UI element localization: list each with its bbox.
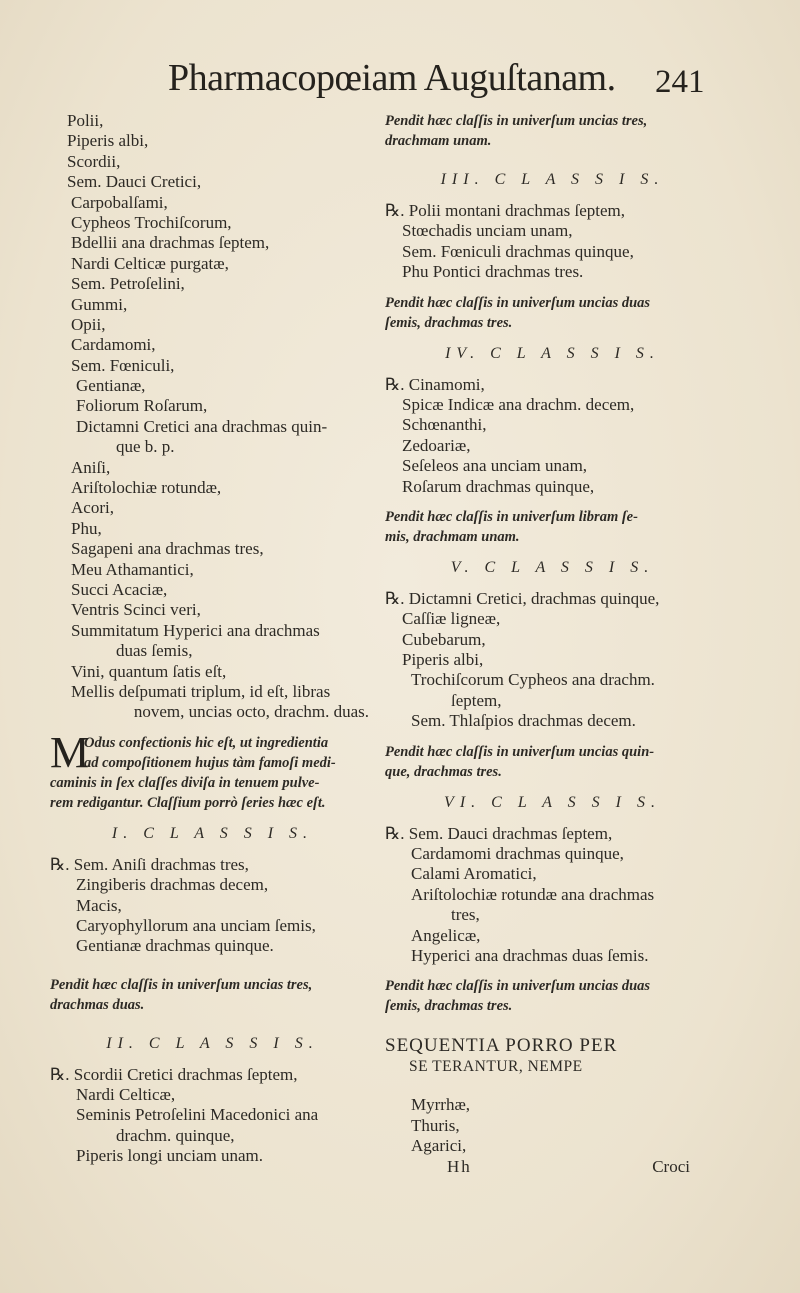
modus-line: caminis in ſex claſſes diviſa in tenuem pulve-: [50, 774, 320, 791]
pendit-line: drachmas duas.: [50, 996, 145, 1013]
sequentia-line: SE TERANTUR, NEMPE: [409, 1058, 583, 1076]
ingredient-line: Aniſi,: [71, 457, 111, 477]
recipe-line: tres,: [451, 905, 480, 925]
ingredient-line: novem, uncias octo, drachm. duas.: [133, 702, 369, 722]
ingredient-line: Scordii,: [67, 151, 121, 171]
recipe-line: Phu Pontici drachmas tres.: [402, 262, 584, 282]
recipe-line: Sem. Fœniculi drachmas quinque,: [402, 241, 634, 261]
classis-heading: IV. C L A S S I S.: [445, 344, 660, 362]
pendit-line: drachmam unam.: [385, 133, 492, 149]
ingredient-line: Acori,: [71, 498, 114, 518]
left-column: [50, 111, 375, 1167]
classis-heading: I. C L A S S I S.: [111, 824, 314, 842]
pendit-line: Pendit hæc claſſis in univerſum uncias quin-: [385, 743, 655, 760]
ingredient-line: Carpobalſami,: [71, 192, 168, 212]
recipe-line: Trochiſcorum Cypheos ana drachm.: [411, 670, 655, 690]
recipe-line: Ariſtolochiæ rotundæ ana drachmas: [411, 884, 655, 904]
classis-heading: VI. C L A S S I S.: [444, 793, 661, 811]
catchword: Croci: [652, 1156, 690, 1176]
classis-3-list: [385, 201, 720, 283]
page-number: 241: [655, 64, 705, 100]
recipe-line: Caſſiæ ligneæ,: [402, 609, 501, 629]
recipe-line: Stœchadis unciam unam,: [402, 221, 573, 241]
ingredient-line: Mellis deſpumati triplum, id eſt, libras: [71, 681, 331, 701]
page-footer: [385, 1157, 720, 1181]
ingredient-line: Piperis albi,: [67, 131, 149, 151]
recipe-line: ſeptem,: [451, 690, 502, 710]
ingredient-line: Cardamomi,: [71, 335, 156, 355]
recipe-line: Schœnanthi,: [402, 415, 487, 435]
signature-mark: Hh: [447, 1156, 472, 1176]
classis-1-list: [50, 855, 375, 957]
sequentia-line: SEQUENTIA PORRO PER: [385, 1035, 618, 1057]
recipe-line: Seſeleos ana unciam unam,: [402, 456, 588, 476]
modus-paragraph: [50, 727, 375, 813]
recipe-line: ℞. Cinamomi,: [385, 374, 485, 394]
recipe-line: Piperis longi unciam unam.: [76, 1146, 263, 1166]
pendit-line: Pendit hæc claſſis in univerſum libram ſe-: [385, 508, 638, 525]
ingredient-line: Ariſtolochiæ rotundæ,: [71, 478, 222, 498]
ingredient-line: Bdellii ana drachmas ſeptem,: [71, 233, 270, 253]
pendit-line: Pendit hæc claſſis in univerſum uncias duas: [385, 978, 651, 995]
recipe-line: Nardi Celticæ,: [76, 1085, 176, 1105]
ingredient-line: duas ſemis,: [116, 641, 193, 661]
recipe-line: ℞. Dictamni Cretici, drachmas quinque,: [385, 588, 660, 608]
recipe-line: Seminis Petroſelini Macedonici ana: [76, 1105, 319, 1125]
classis-2-list: [50, 1065, 375, 1167]
classis-heading: III. C L A S S I S.: [440, 171, 665, 188]
page-header: [0, 50, 800, 110]
sequentia-list: [385, 1095, 720, 1156]
ingredient-line: Succi Acaciæ,: [71, 579, 168, 599]
ingredient-line: Phu,: [71, 518, 102, 538]
recipe-line: ℞. Polii montani drachmas ſeptem,: [385, 201, 625, 220]
ingredient-list: [50, 111, 375, 723]
ingredient-line: Dictamni Cretici ana drachmas quin-: [76, 416, 328, 436]
ingredient-line: que b. p.: [116, 437, 175, 457]
ingredient-line: Ventris Scinci veri,: [71, 600, 201, 620]
recipe-line: Myrrhæ,: [411, 1095, 471, 1115]
modus-line: rem redigantur. Claſſium porrò ſeries hæc eſt.: [50, 794, 326, 811]
classis-5-list: [385, 589, 720, 732]
pendit-line: Pendit hæc claſſis in univerſum uncias tres,: [50, 976, 313, 993]
pendit-line: mis, drachmam unam.: [385, 528, 520, 545]
running-title: Pharmacopœiam Auguſtanam.: [168, 57, 616, 99]
pendit-line: ſemis, drachmas tres.: [385, 998, 513, 1015]
modus-line: Odus confectionis hic eſt, ut ingredientia: [84, 734, 329, 751]
recipe-line: Gentianæ drachmas quinque.: [76, 936, 274, 956]
pendit-line: ſemis, drachmas tres.: [385, 314, 513, 331]
ingredient-line: Gummi,: [71, 294, 128, 314]
recipe-line: ℞. Sem. Dauci drachmas ſeptem,: [385, 823, 613, 843]
recipe-line: Thuris,: [411, 1115, 460, 1135]
recipe-line: Calami Aromatici,: [411, 864, 537, 884]
ingredient-line: Nardi Celticæ purgatæ,: [71, 253, 229, 273]
ingredient-line: Summitatum Hyperici ana drachmas: [71, 620, 320, 640]
classis-heading: II. C L A S S I S.: [106, 1034, 319, 1052]
modus-line: ad compoſitionem hujus tàm famoſi medi-: [84, 754, 336, 771]
recipe-line: ℞. Sem. Aniſi drachmas tres,: [50, 854, 249, 874]
recipe-line: Sem. Thlaſpios drachmas decem.: [411, 711, 636, 731]
classis-heading: V. C L A S S I S.: [450, 558, 655, 576]
recipe-line: Cubebarum,: [402, 629, 486, 649]
recipe-line: Spicæ Indicæ ana drachm. decem,: [402, 394, 635, 414]
drop-cap-initial: M: [50, 727, 90, 777]
recipe-line: Roſarum drachmas quinque,: [402, 476, 595, 496]
ingredient-line: Sem. Petroſelini,: [71, 274, 185, 294]
recipe-line: Agarici,: [411, 1136, 467, 1156]
pendit-line: Pendit hæc claſſis in univerſum uncias tres,: [385, 113, 648, 129]
recipe-line: Zedoariæ,: [402, 435, 471, 455]
recipe-line: ℞. Scordii Cretici drachmas ſeptem,: [50, 1064, 298, 1084]
right-column: [385, 111, 720, 1181]
recipe-line: Cardamomi drachmas quinque,: [411, 844, 624, 864]
pendit-line: Pendit hæc claſſis in univerſum uncias duas: [385, 294, 651, 311]
recipe-line: Zingiberis drachmas decem,: [76, 875, 269, 895]
recipe-line: Macis,: [76, 895, 122, 915]
classis-6-list: [385, 824, 720, 967]
sequentia-heading: [385, 1034, 720, 1077]
classis-4-list: [385, 375, 720, 497]
recipe-line: Piperis albi,: [402, 650, 484, 670]
ingredient-line: Meu Athamantici,: [71, 559, 194, 579]
recipe-line: Angelicæ,: [411, 925, 481, 945]
ingredient-line: Polii,: [67, 111, 104, 130]
ingredient-line: Vini, quantum ſatis eſt,: [71, 661, 227, 681]
recipe-line: Hyperici ana drachmas duas ſemis.: [411, 945, 649, 965]
ingredient-line: Sem. Fœniculi,: [71, 355, 175, 375]
recipe-line: drachm. quinque,: [116, 1125, 235, 1145]
ingredient-line: Foliorum Roſarum,: [76, 396, 208, 416]
ingredient-line: Sagapeni ana drachmas tres,: [71, 539, 264, 559]
ingredient-line: Sem. Dauci Cretici,: [67, 172, 202, 192]
ingredient-line: Cypheos Trochiſcorum,: [71, 212, 232, 232]
ingredient-line: Opii,: [71, 314, 106, 334]
ingredient-line: Gentianæ,: [76, 376, 146, 396]
pendit-line: que, drachmas tres.: [385, 763, 502, 780]
recipe-line: Caryophyllorum ana unciam ſemis,: [76, 915, 316, 935]
